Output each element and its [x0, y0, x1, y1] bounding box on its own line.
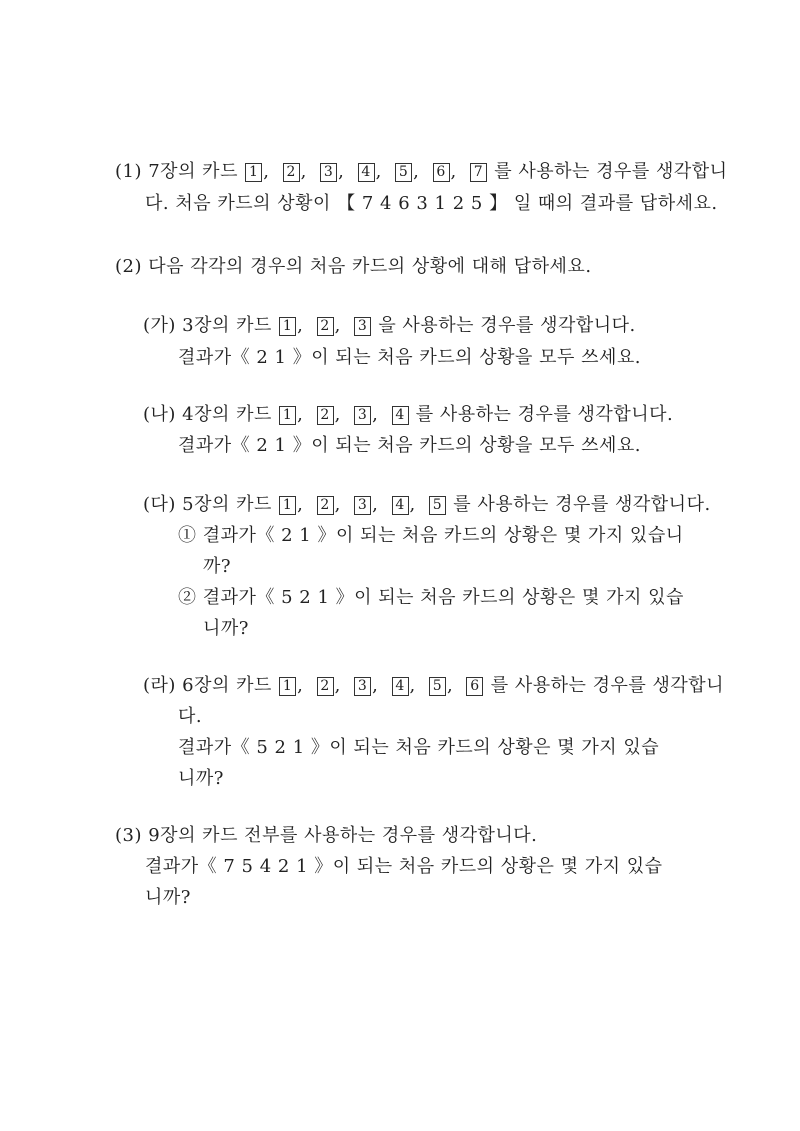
card-4: 4 — [392, 677, 409, 696]
card-3: 3 — [354, 317, 371, 336]
q1-line1: (1) 7장의 카드 1 , 2 , 3 , 4 , 5 , 6 , 7 를 사용하는 경우를 생각합니 — [115, 161, 728, 182]
q2-da-pre: 5장의 카드 — [182, 494, 272, 515]
card-3: 3 — [354, 406, 371, 425]
card-2: 2 — [317, 406, 334, 425]
card-4: 4 — [358, 163, 375, 182]
card-2: 2 — [283, 163, 300, 182]
q2-ra-line4: 니까? — [178, 768, 224, 789]
q2-ra-line1: (라) 6장의 카드 1 , 2 , 3 , 4 , 5 , 6 를 사용하는 경우를 생각합니 — [143, 675, 725, 696]
q2-na-line1: (나) 4장의 카드 1 , 2 , 3 , 4 를 사용하는 경우를 생각합니다. — [143, 404, 674, 425]
q2-da-sub2-line1: ② 결과가《 5 2 1 》이 되는 처음 카드의 상황은 몇 가지 있습 — [178, 587, 684, 608]
card-2: 2 — [317, 496, 334, 515]
q2-da-sub2-line2: 니까? — [203, 618, 249, 639]
q1-line2-pre: 다. 처음 카드의 상황이 — [145, 193, 331, 214]
q2-ra-line3: 결과가《 5 2 1 》이 되는 처음 카드의 상황은 몇 가지 있습 — [178, 737, 660, 758]
q2-ga-line2: 결과가《 2 1 》이 되는 처음 카드의 상황을 모두 쓰세요. — [178, 347, 641, 368]
q1-text-post: 를 사용하는 경우를 생각합니 — [494, 161, 728, 182]
card-7: 7 — [470, 163, 487, 182]
card-3: 3 — [354, 496, 371, 515]
q2-ga-line1: (가) 3장의 카드 1 , 2 , 3 을 사용하는 경우를 생각합니다. — [143, 315, 636, 336]
q2-text: 다음 각각의 경우의 처음 카드의 상황에 대해 답하세요. — [148, 256, 592, 277]
q3-text: 9장의 카드 전부를 사용하는 경우를 생각합니다. — [148, 825, 538, 846]
q2-ga-post: 을 사용하는 경우를 생각합니다. — [378, 315, 636, 336]
q2-ra-post: 를 사용하는 경우를 생각합니 — [490, 675, 725, 696]
q2-ra-label: (라) — [143, 675, 176, 696]
card-4: 4 — [392, 406, 409, 425]
card-2: 2 — [317, 677, 334, 696]
q2-line — [115, 256, 592, 278]
q2-da-label: (다) — [143, 494, 176, 515]
q2-label: (2) — [115, 256, 142, 277]
q3-line2: 결과가《 7 5 4 2 1 》이 되는 처음 카드의 상황은 몇 가지 있습 — [145, 856, 663, 877]
q2-da-sub1-line2: 까? — [203, 556, 232, 577]
q2-da-sub1-line1: ① 결과가《 2 1 》이 되는 처음 카드의 상황은 몇 가지 있습니 — [178, 525, 684, 546]
card-4: 4 — [392, 496, 409, 515]
q2-na-pre: 4장의 카드 — [182, 404, 272, 425]
q2-ga-pre: 3장의 카드 — [182, 315, 272, 336]
q1-line2 — [145, 193, 718, 215]
card-6: 6 — [466, 677, 483, 696]
q2-ga-label: (가) — [143, 315, 176, 336]
q2-na-label: (나) — [143, 404, 176, 425]
card-6: 6 — [433, 163, 450, 182]
card-1: 1 — [279, 677, 296, 696]
q3-label: (3) — [115, 825, 142, 846]
card-1: 1 — [245, 163, 262, 182]
card-1: 1 — [279, 406, 296, 425]
card-1: 1 — [279, 496, 296, 515]
card-1: 1 — [279, 317, 296, 336]
q2-ra-pre: 6장의 카드 — [182, 675, 272, 696]
q3-line3: 니까? — [145, 887, 191, 908]
q1-text-pre: 7장의 카드 — [148, 161, 238, 182]
q1-label: (1) — [115, 161, 142, 182]
q1-line2-post: 일 때의 결과를 답하세요. — [513, 193, 718, 214]
q2-na-line2: 결과가《 2 1 》이 되는 처음 카드의 상황을 모두 쓰세요. — [178, 435, 641, 456]
q2-da-post: 를 사용하는 경우를 생각합니다. — [453, 494, 711, 515]
q3-line1 — [115, 825, 537, 847]
q1-initial-state: 【 7 4 6 3 1 2 5 】 — [337, 193, 508, 214]
card-5: 5 — [429, 677, 446, 696]
q2-na-post: 를 사용하는 경우를 생각합니다. — [415, 404, 674, 425]
card-3: 3 — [320, 163, 337, 182]
card-5: 5 — [395, 163, 412, 182]
card-5: 5 — [429, 496, 446, 515]
card-3: 3 — [354, 677, 371, 696]
q2-ra-line2: 다. — [178, 706, 203, 727]
q2-da-line1: (다) 5장의 카드 1 , 2 , 3 , 4 , 5 를 사용하는 경우를 생각합니다. — [143, 494, 711, 515]
card-2: 2 — [317, 317, 334, 336]
